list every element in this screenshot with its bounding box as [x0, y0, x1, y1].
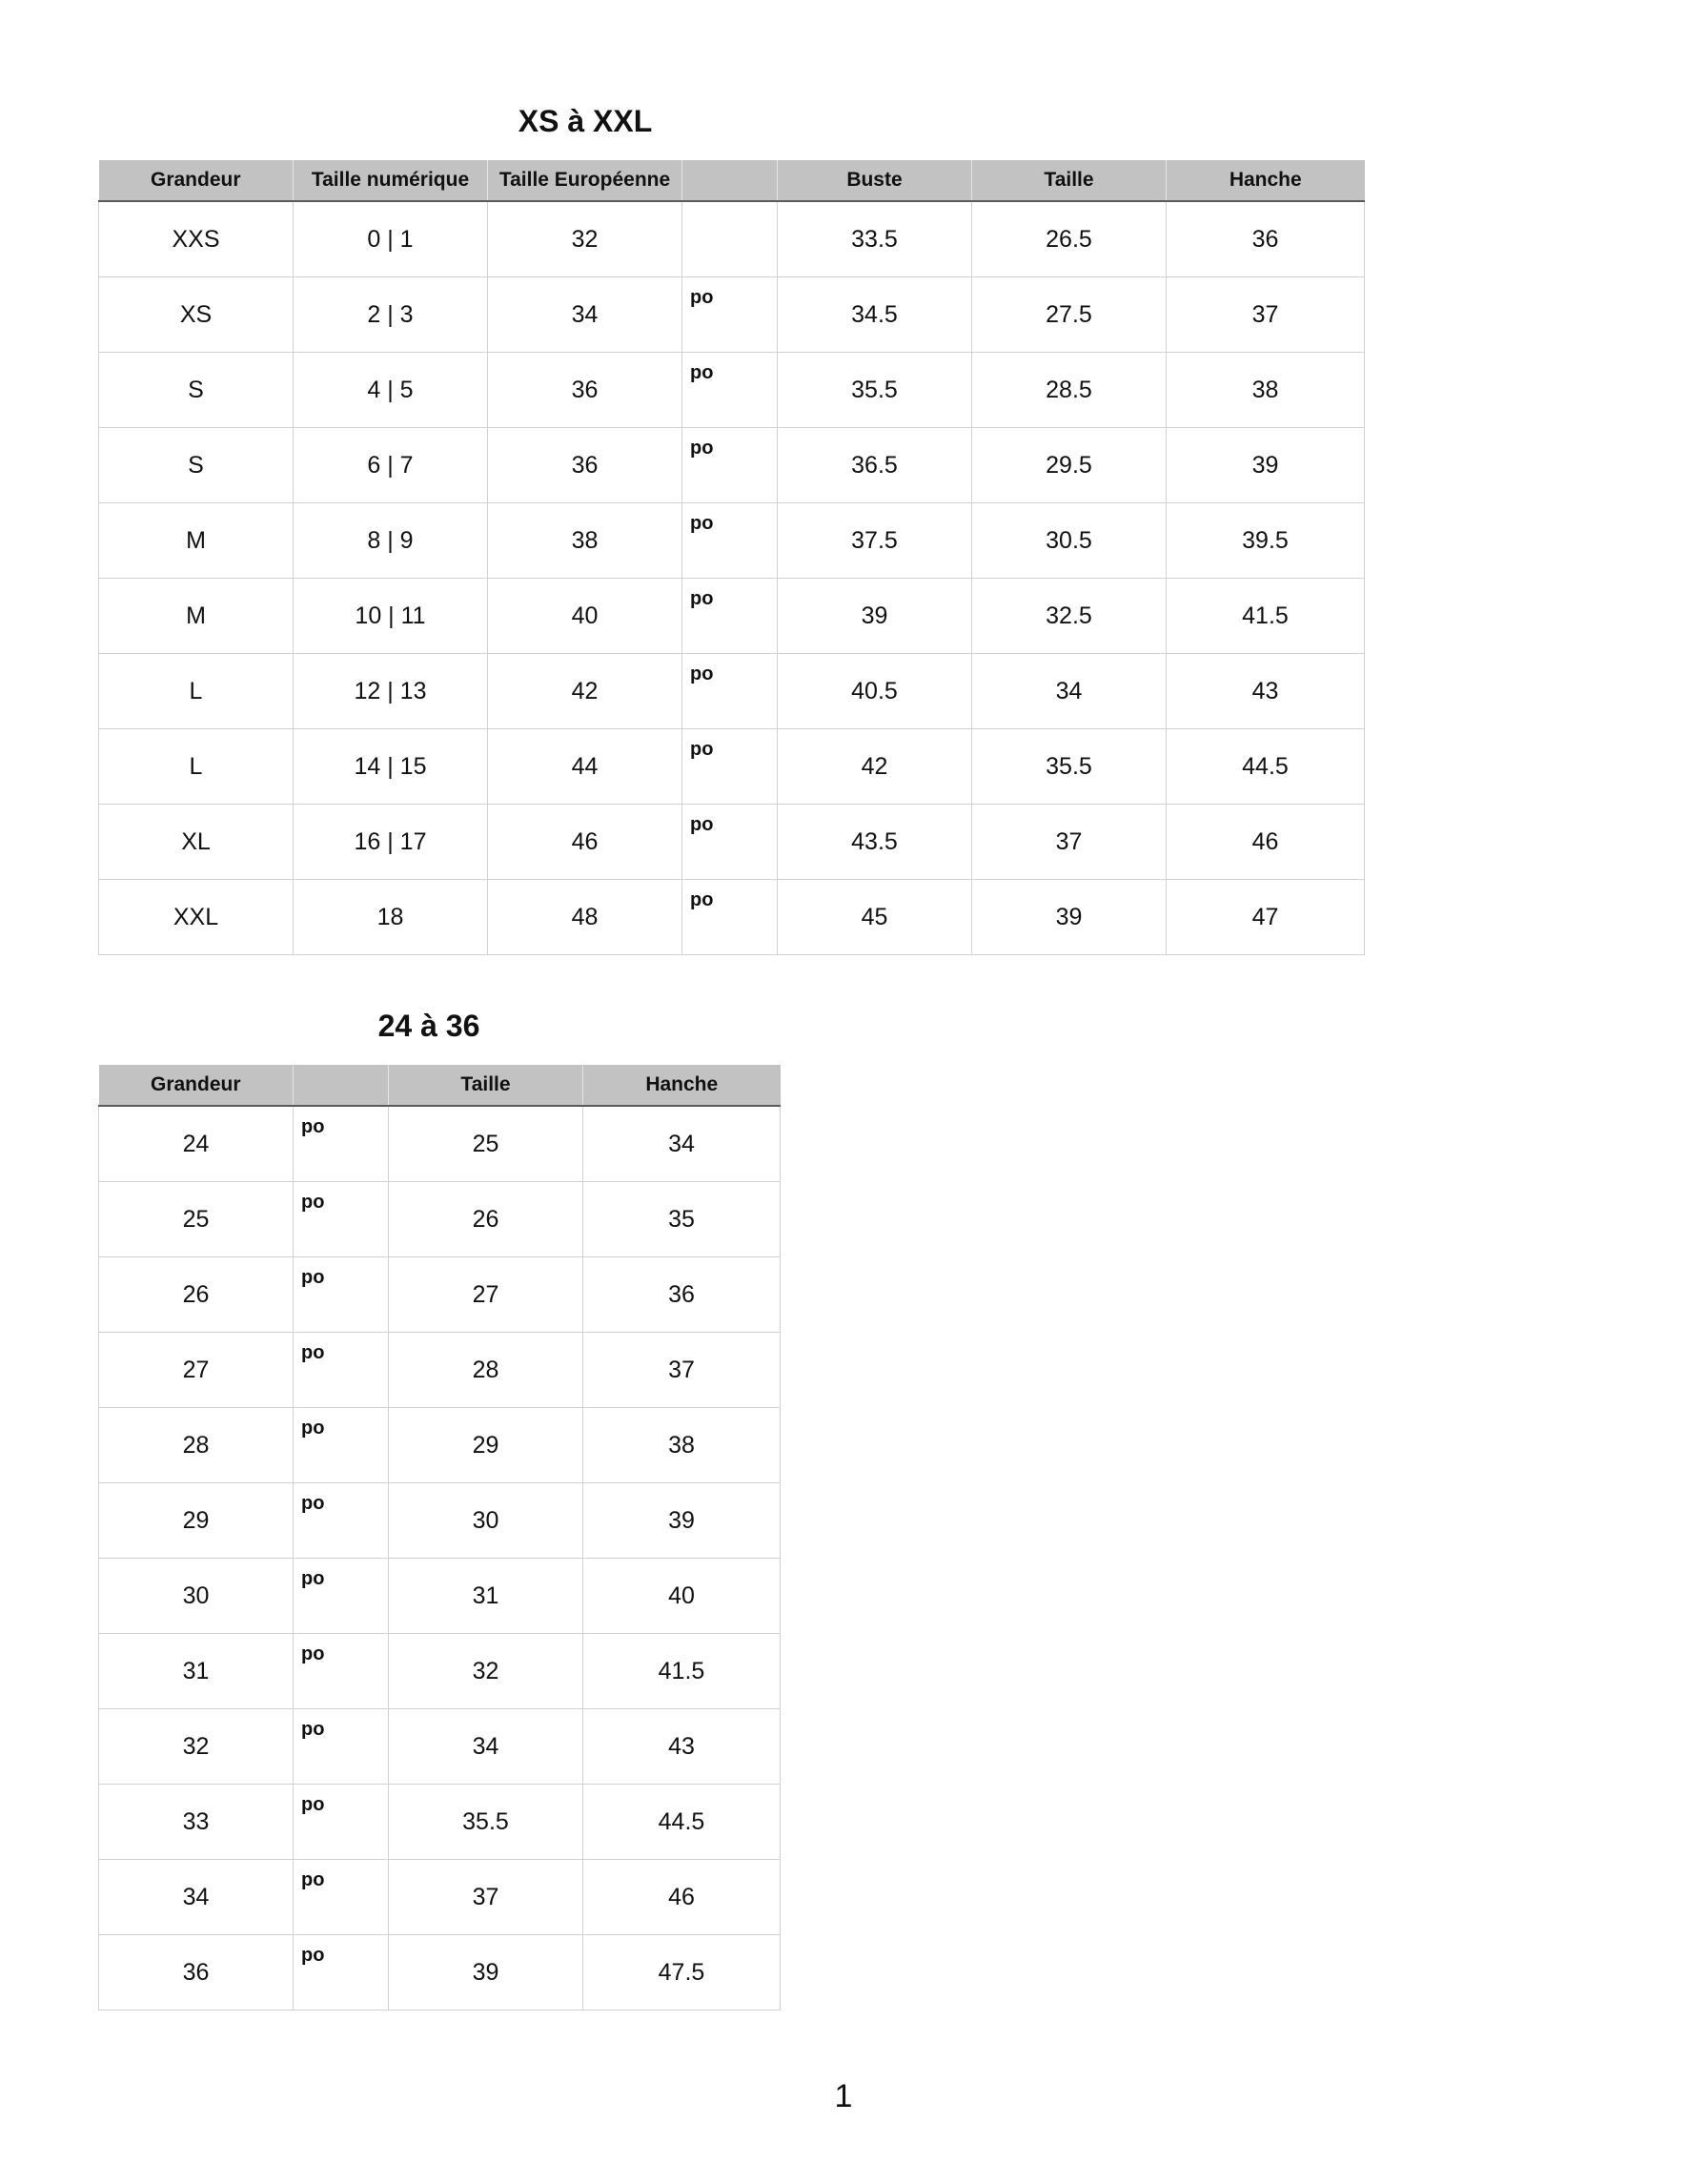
- unit-cell: [294, 1333, 389, 1408]
- table-cell: M: [99, 579, 294, 654]
- table-cell: 4 | 5: [294, 353, 488, 428]
- unit-label: po: [301, 1267, 325, 1288]
- unit-label: po: [301, 1568, 325, 1589]
- unit-cell: [682, 428, 778, 503]
- table-cell: 18: [294, 880, 488, 955]
- unit-label: po: [690, 438, 714, 459]
- table-row: [99, 805, 1365, 880]
- table-cell: 25: [389, 1106, 583, 1182]
- table-cell: 37: [389, 1860, 583, 1935]
- table-cell: 36: [583, 1257, 781, 1333]
- table-cell: 39: [389, 1935, 583, 2011]
- unit-cell: [294, 1634, 389, 1709]
- table-cell: 12 | 13: [294, 654, 488, 729]
- unit-label: po: [690, 588, 714, 609]
- table-cell: 28.5: [972, 353, 1167, 428]
- column-header: Hanche: [1167, 160, 1365, 201]
- table-cell: 46: [488, 805, 682, 880]
- column-header: Taille numérique: [294, 160, 488, 201]
- unit-label: po: [690, 362, 714, 383]
- table-cell: 44.5: [583, 1785, 781, 1860]
- table-cell: 35.5: [778, 353, 972, 428]
- table-cell: 43: [1167, 654, 1365, 729]
- table-cell: 0 | 1: [294, 201, 488, 277]
- table-cell: 14 | 15: [294, 729, 488, 805]
- table-cell: 30.5: [972, 503, 1167, 579]
- table-cell: 29: [99, 1483, 294, 1559]
- table-cell: 34: [389, 1709, 583, 1785]
- unit-label: po: [301, 1643, 325, 1664]
- unit-cell: [682, 579, 778, 654]
- table-cell: 35.5: [972, 729, 1167, 805]
- unit-cell: [294, 1709, 389, 1785]
- table-cell: 37: [972, 805, 1167, 880]
- table-cell: 27.5: [972, 277, 1167, 353]
- table-cell: 29: [389, 1408, 583, 1483]
- table-cell: 31: [389, 1559, 583, 1634]
- table1-title: XS à XXL: [518, 104, 653, 138]
- table-cell: 44: [488, 729, 682, 805]
- table-cell: L: [99, 654, 294, 729]
- table-cell: S: [99, 428, 294, 503]
- table-cell: 10 | 11: [294, 579, 488, 654]
- unit-label: po: [690, 739, 714, 760]
- table-row: [99, 1634, 781, 1709]
- unit-label: po: [690, 663, 714, 684]
- table-cell: M: [99, 503, 294, 579]
- table-cell: 47: [1167, 880, 1365, 955]
- table-cell: 34: [488, 277, 682, 353]
- table-cell: 38: [583, 1408, 781, 1483]
- table-row: [99, 503, 1365, 579]
- table-cell: 26: [389, 1182, 583, 1257]
- table2-title: 24 à 36: [377, 1009, 480, 1043]
- table-cell: 30: [99, 1559, 294, 1634]
- page-number: 1: [834, 2078, 853, 2114]
- table-cell: 35.5: [389, 1785, 583, 1860]
- table-row: [99, 277, 1365, 353]
- table-cell: 36: [99, 1935, 294, 2011]
- table-row: [99, 1106, 781, 1182]
- table-cell: 8 | 9: [294, 503, 488, 579]
- table-cell: 39: [778, 579, 972, 654]
- unit-label: po: [301, 1945, 325, 1966]
- table-row: [99, 1408, 781, 1483]
- table-cell: 26: [99, 1257, 294, 1333]
- unit-cell: [294, 1559, 389, 1634]
- unit-cell: [294, 1106, 389, 1182]
- table-cell: 29.5: [972, 428, 1167, 503]
- table-row: [99, 1785, 781, 1860]
- unit-cell: [682, 277, 778, 353]
- unit-label: po: [301, 1116, 325, 1137]
- table-cell: 46: [583, 1860, 781, 1935]
- unit-label: po: [301, 1794, 325, 1815]
- unit-label: po: [690, 287, 714, 308]
- unit-cell: [682, 805, 778, 880]
- unit-label: po: [301, 1418, 325, 1439]
- column-header: Hanche: [583, 1065, 781, 1106]
- table-cell: 26.5: [972, 201, 1167, 277]
- column-header: Taille: [389, 1065, 583, 1106]
- unit-label: po: [301, 1719, 325, 1740]
- table2-body: [99, 1106, 781, 2011]
- column-header: [682, 160, 778, 201]
- table1-body: [99, 201, 1365, 955]
- table-row: [99, 880, 1365, 955]
- table-cell: 30: [389, 1483, 583, 1559]
- table-cell: 33: [99, 1785, 294, 1860]
- column-header: [294, 1065, 389, 1106]
- unit-label: po: [690, 513, 714, 534]
- table-cell: 36.5: [778, 428, 972, 503]
- column-header: Buste: [778, 160, 972, 201]
- table-row: [99, 1257, 781, 1333]
- table-cell: 32.5: [972, 579, 1167, 654]
- table-cell: 27: [389, 1257, 583, 1333]
- unit-label: po: [301, 1342, 325, 1363]
- table-cell: 32: [389, 1634, 583, 1709]
- unit-cell: [682, 353, 778, 428]
- table-cell: 45: [778, 880, 972, 955]
- table-cell: 25: [99, 1182, 294, 1257]
- table-cell: 34: [99, 1860, 294, 1935]
- table-row: [99, 428, 1365, 503]
- table-cell: 34: [583, 1106, 781, 1182]
- table-cell: 32: [99, 1709, 294, 1785]
- table-cell: 2 | 3: [294, 277, 488, 353]
- table-row: [99, 1709, 781, 1785]
- unit-cell: [294, 1935, 389, 2011]
- table-cell: 28: [99, 1408, 294, 1483]
- table-cell: XXL: [99, 880, 294, 955]
- table-cell: 6 | 7: [294, 428, 488, 503]
- table-cell: 43: [583, 1709, 781, 1785]
- unit-label: po: [301, 1493, 325, 1514]
- unit-label: po: [301, 1869, 325, 1890]
- table-cell: 32: [488, 201, 682, 277]
- table-cell: 44.5: [1167, 729, 1365, 805]
- unit-cell: [294, 1483, 389, 1559]
- table-cell: 16 | 17: [294, 805, 488, 880]
- table-row: [99, 1860, 781, 1935]
- table-cell: 40.5: [778, 654, 972, 729]
- table1-header-row: [99, 160, 1365, 201]
- table-cell: 28: [389, 1333, 583, 1408]
- unit-cell: [682, 201, 778, 277]
- table-cell: 36: [1167, 201, 1365, 277]
- size-chart-24-36: [98, 1065, 781, 2011]
- table-cell: 40: [488, 579, 682, 654]
- table-row: [99, 654, 1365, 729]
- column-header: Taille Européenne: [488, 160, 682, 201]
- table-cell: 42: [488, 654, 682, 729]
- column-header: Taille: [972, 160, 1167, 201]
- table-cell: 47.5: [583, 1935, 781, 2011]
- table-cell: 24: [99, 1106, 294, 1182]
- table-cell: 37: [1167, 277, 1365, 353]
- table-cell: 41.5: [583, 1634, 781, 1709]
- table-cell: XS: [99, 277, 294, 353]
- table-cell: 35: [583, 1182, 781, 1257]
- table-row: [99, 1935, 781, 2011]
- table-cell: 40: [583, 1559, 781, 1634]
- unit-cell: [682, 880, 778, 955]
- table-row: [99, 201, 1365, 277]
- table-cell: 46: [1167, 805, 1365, 880]
- table-cell: 42: [778, 729, 972, 805]
- column-header: Grandeur: [99, 160, 294, 201]
- table-row: [99, 1559, 781, 1634]
- table-cell: 39: [583, 1483, 781, 1559]
- unit-cell: [682, 729, 778, 805]
- unit-cell: [682, 654, 778, 729]
- table-cell: 39: [972, 880, 1167, 955]
- table-cell: XL: [99, 805, 294, 880]
- table-cell: 43.5: [778, 805, 972, 880]
- table-cell: 36: [488, 428, 682, 503]
- table-cell: 38: [1167, 353, 1365, 428]
- size-chart-xs-xxl: [98, 160, 1365, 955]
- table-row: [99, 353, 1365, 428]
- table-cell: 36: [488, 353, 682, 428]
- table-row: [99, 1333, 781, 1408]
- unit-cell: [294, 1182, 389, 1257]
- unit-cell: [682, 503, 778, 579]
- unit-label: po: [301, 1192, 325, 1213]
- unit-cell: [294, 1257, 389, 1333]
- table-cell: 34: [972, 654, 1167, 729]
- unit-label: po: [690, 814, 714, 835]
- table-cell: 37: [583, 1333, 781, 1408]
- table-cell: L: [99, 729, 294, 805]
- table-cell: 31: [99, 1634, 294, 1709]
- table-cell: 37.5: [778, 503, 972, 579]
- column-header: Grandeur: [99, 1065, 294, 1106]
- table-cell: 27: [99, 1333, 294, 1408]
- table-row: [99, 729, 1365, 805]
- table-cell: 41.5: [1167, 579, 1365, 654]
- table-cell: 34.5: [778, 277, 972, 353]
- table-cell: XXS: [99, 201, 294, 277]
- table-cell: 39: [1167, 428, 1365, 503]
- table-cell: 39.5: [1167, 503, 1365, 579]
- table2-header-row: [99, 1065, 781, 1106]
- unit-cell: [294, 1408, 389, 1483]
- table-cell: 38: [488, 503, 682, 579]
- table-row: [99, 1483, 781, 1559]
- unit-cell: [294, 1860, 389, 1935]
- table-row: [99, 1182, 781, 1257]
- table-cell: 33.5: [778, 201, 972, 277]
- table-cell: S: [99, 353, 294, 428]
- unit-label: po: [690, 889, 714, 910]
- unit-cell: [294, 1785, 389, 1860]
- table-row: [99, 579, 1365, 654]
- table-cell: 48: [488, 880, 682, 955]
